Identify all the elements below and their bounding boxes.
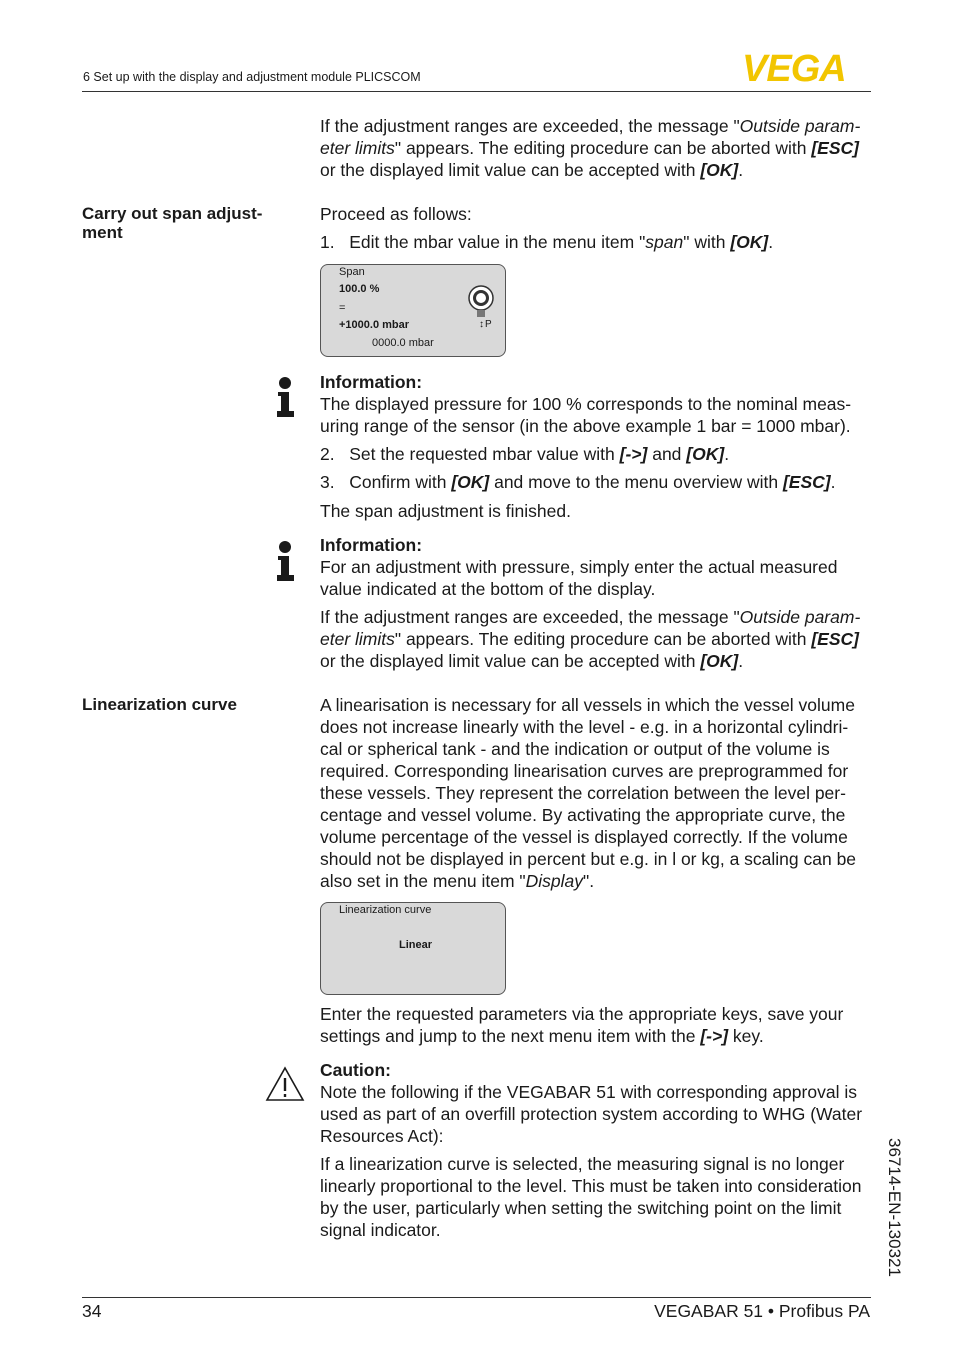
linearization-paragraph: A linearisation is necessary for all vessels in which the vessel volume does not increase linearly with the level - e.g. in a horizontal cylindri- cal or spherical tank - and the indication or output of the volume is required. Corresponding linearisation curves are preprogrammed for these vessels. They represent the correlation between the level per- centage and vessel volume. By activating the appropriate curve, the volume percentage of the vessel is displayed correctly. If the volume should not be displayed in percent but e.g. in l or kg, a scaling can be also set in the menu item "Display". [320, 695, 857, 891]
caution-block: Caution: Note the following if the VEGABAR 51 with corresponding approval is used as part of an overfill protection system according to WHG (Water Resources Act): [320, 1060, 863, 1146]
lcd-p-label: P [485, 319, 492, 330]
step-2: 2. Set the requested mbar value with [->] and [OK]. [320, 444, 730, 464]
lcd-bottom-value: 0000.0 mbar [372, 337, 434, 349]
step-1: 1. Edit the mbar value in the menu item "span" with [OK]. [320, 232, 774, 252]
svg-text:VEGA: VEGA [742, 52, 846, 84]
pressure-arrow-icon: ↕ [479, 319, 484, 330]
enter-parameters-paragraph: Enter the requested parameters via the appropriate keys, save your settings and jump to the next menu item with the [->] key. [320, 1004, 844, 1046]
span-finished: The span adjustment is finished. [320, 501, 571, 521]
page-number: 34 [82, 1301, 102, 1321]
info-1: Information: The displayed pressure for 100 % corresponds to the nominal meas- uring range of the sensor (in the above example 1 bar = 1000 mbar). [320, 372, 852, 436]
vega-logo [742, 52, 872, 89]
lcd-pressure: +1000.0 mbar [339, 319, 410, 331]
linearization-side-heading: Linearization curve [82, 695, 237, 714]
warning-triangle-icon [265, 1066, 305, 1107]
product-name: VEGABAR 51 • Profibus PA [654, 1301, 870, 1321]
caution-paragraph-2: If a linearization curve is selected, the measuring signal is no longer linearly proportional to the level. This must be taken into consideration by the user, particularly when setting the switching point on the limit signal indicator. [320, 1154, 862, 1240]
info-icon [276, 376, 296, 423]
info-icon [276, 540, 296, 587]
lcd-percent: 100.0 % [339, 283, 380, 295]
lcd-span-display [320, 264, 506, 357]
step-3: 3. Confirm with [OK] and move to the menu overview with [ESC]. [320, 472, 836, 492]
span-side-heading: Carry out span adjust- ment [82, 204, 263, 242]
proceed-text: Proceed as follows: [320, 204, 472, 224]
lcd-title: Span [339, 266, 365, 278]
lcd-equals: = [339, 302, 346, 314]
info-2: Information: For an adjustment with pressure, simply enter the actual measured value indicated at the bottom of the display. [320, 535, 838, 599]
lcd-value: Linear [399, 939, 433, 951]
section-title: 6 Set up with the display and adjustment module PLICSCOM [83, 70, 421, 84]
lcd-title: Linearization curve [339, 904, 432, 916]
range-exceeded-paragraph-2: If the adjustment ranges are exceeded, the message "Outside param- eter limits" appears. The editing procedure can be aborted with [ESC] or the displayed limit value can be accepted with [OK]. [320, 607, 861, 671]
gauge-icon [467, 285, 497, 320]
footer-rule [82, 1297, 871, 1298]
header-rule [82, 91, 871, 92]
range-exceeded-paragraph: If the adjustment ranges are exceeded, the message "Outside param- eter limits" appears. The editing procedure can be aborted with [ESC] or the displayed limit value can be accepted with [OK]. [320, 116, 861, 180]
document-id: 36714-EN-130321 [885, 1138, 904, 1277]
lcd-linearization-display [320, 902, 506, 995]
